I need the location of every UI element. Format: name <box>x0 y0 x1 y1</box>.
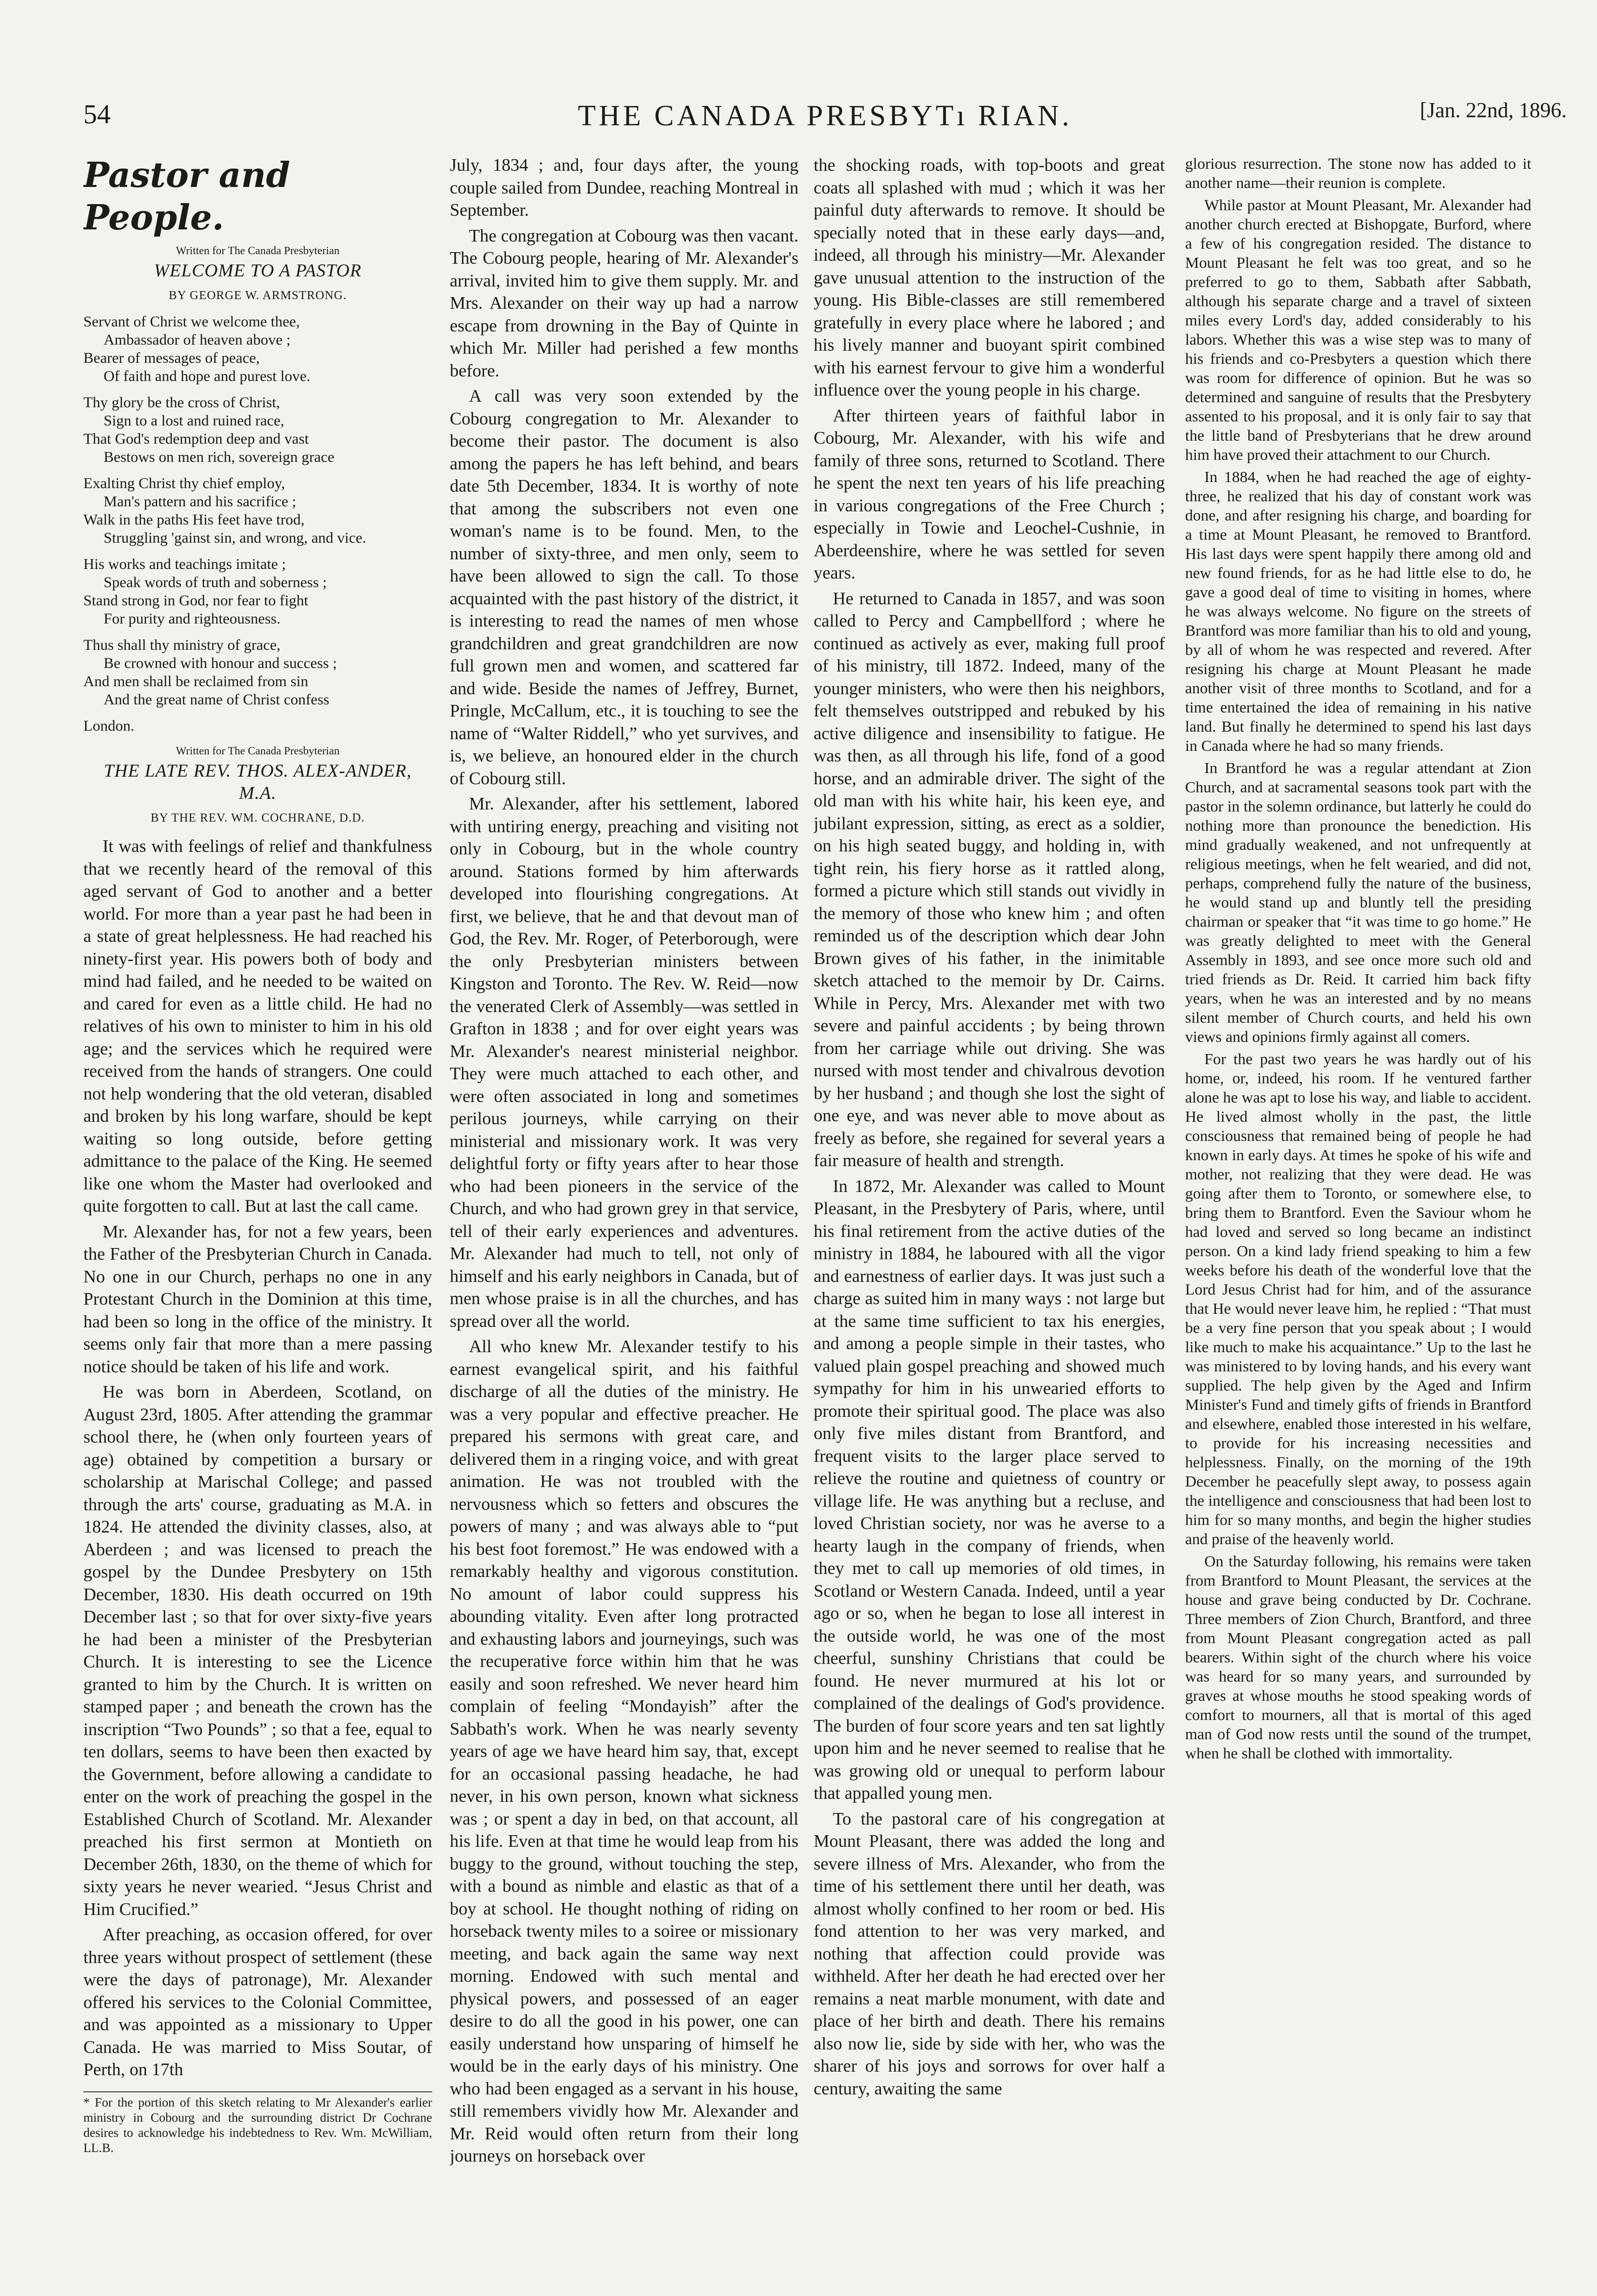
article-paragraph: After preaching, as occasion offered, for over three years without prospect of settlement (these were the days of patronage), Mr. Alexander offered his services to the Colonial Committee, and was appointed as a missionary to Upper Canada. He was married to Miss Soutar, of Perth, on 17th <box>83 1925 432 2079</box>
article-paragraph: Mr. Alexander, after his settlement, labored with untiring energy, preaching and visiting not only in Cobourg, but in the whole country around. Stations formed by him afterwards developed into flourishing congregations. At first, we believe, that he and that devout man of God, the Rev. Mr. Roger, of Peterborough, were the only Presbyterian ministers between Kingston and Toronto. The Rev. W. Reid—now the venerated Clerk of Assembly—was settled in Grafton in 1838 ; and for over eight years was Mr. Alexander's nearest ministerial neighbor. They were much attached to each other, and were often associated in long and sometimes perilous journeys, while carrying on their ministerial and missionary work. It was very delightful forty or fifty years after to hear those who had been pioneers in the service of the Church, and who had grown grey in that service, tell of their early experiences and adventures. Mr. Alexander had much to tell, not only of himself and his early neighbors in Canada, but of men whose praise is in all the churches, and has spread over all the world. <box>450 794 798 1331</box>
poem-credit: Written for The Canada Presbyterian <box>176 244 340 257</box>
article-paragraph: Mr. Alexander has, for not a few years, been the Father of the Presbyterian Church in Canada. No one in our Church, perhaps no one in any Protestant Church in the Dominion at this time, had been so long in the office of the ministry. It seems only fair that more than a mere passing notice should be taken of his life and work. <box>83 1221 432 1376</box>
poem-line: His works and teachings imitate ; <box>83 556 286 572</box>
article-paragraph: the shocking roads, with top-boots and great coats all splashed with mud ; which it was her painful duty afterwards to remove. It should be specially noted that in these early days—and, indeed, all through his ministry—Mr. Alexander gave unusual attention to the instruction of the young. His Bible-classes are still remembered gratefully in every place where he labored ; and his lively manner and buoyant spirit combined with his earnest fervour to give him a wonderful influence over the young people in his charge. <box>814 155 1165 400</box>
poem-line: Thus shall thy ministry of grace, <box>83 637 280 653</box>
poem-place: London. <box>83 718 134 734</box>
article-paragraph: In Brantford he was a regular attendant at Zion Church, and at sacramental seasons took part with the pastor in the solemn ordinance, but latterly he could do nothing more than pronounce the benediction. His mind gradually weakened, and not unfrequently at religious meetings, when he felt wearied, and did not, perhaps, comprehend fully the nature of the business, he would stand up and bluntly tell the presiding chairman or speaker that “it was time to go home.” He was greatly delighted to meet with the General Assembly in 1893, and see once more such old and tried friends as Dr. Reid. It carried him back fifty years, when he was an interested and by no means silent member of Church courts, and held his own views and opinions firmly against all comers. <box>1185 759 1531 1045</box>
article-paragraph: After thirteen years of faithful labor in Cobourg, Mr. Alexander, with his wife and family of three sons, returned to Scotland. There he spent the next ten years of his life preaching in various congregations of the Free Church ; especially in Towie and Leochel-Cushnie, in Aberdeenshire, where he was settled for seven years. <box>814 405 1165 583</box>
article-paragraph: In 1884, when he had reached the age of eighty-three, he realized that his day of constant work was done, and after resigning his charge, and boarding for a time at Mount Pleasant, he removed to Brantford. His last days were spent happily there among old and new found friends, for as he had little else to do, he gave a good deal of time to visiting in homes, where he was always welcome. No figure on the streets of Brantford was more familiar than his to old and young, by all of whom he was respected and revered. After resigning his charge at Mount Pleasant he made another visit of three months to Scotland, and for a time entertained the idea of remaining in his native land. But finally he determined to spend his last days in Canada where he had so many friends. <box>1185 468 1531 754</box>
article-paragraph: The congregation at Cobourg was then vacant. The Cobourg people, hearing of Mr. Alexander's arrival, invited him to give them supply. Mr. and Mrs. Alexander on their way up had a narrow escape from drowning in the Bay of Quinte in which Mr. Miller had perished a few months before. <box>450 225 798 380</box>
column-4 <box>1185 154 1531 2261</box>
article-byline: BY THE REV. WM. COCHRANE, D.D. <box>151 811 365 825</box>
article-paragraph: July, 1834 ; and, four days after, the young couple sailed from Dundee, reaching Montreal in September. <box>450 155 798 220</box>
page-header <box>83 99 1567 139</box>
article-paragraph: He returned to Canada in 1857, and was soon called to Percy and Campbellford ; where he continued as actively as ever, making full proof of his ministry, till 1872. Indeed, many of the younger ministers, who were then his neighbors, felt themselves outstripped and rebuked by his active diligence and insensibility to fatigue. He was then, as all through his life, fond of a good horse, and an admirable driver. The sight of the old man with his white hair, his keen eye, and jubilant expression, sitting, as erect as a soldier, on his high seated buggy, and holding in, with tight rein, his fiery horse as it rattled along, formed a picture which still stands out vividly in the memory of those who knew him ; and often reminded us of the description which dear John Brown gives of his father, in the inimitable sketch attached to the memoir by Dr. Cairns. While in Percy, Mrs. Alexander met with two severe and painful accidents ; by being thrown from her carriage while out driving. She was nursed with most tender and chivalrous devotion by her husband ; and though she lost the sight of one eye, and was never able to move about as freely as before, she regained for several years a fair measure of health and strength. <box>814 588 1165 1170</box>
poem-line: Speak words of truth and soberness ; <box>104 574 327 591</box>
poem-line: For purity and righteousness. <box>104 610 280 627</box>
poem-line: Struggling 'gainst sin, and wrong, and vice. <box>104 530 366 546</box>
masthead-title: THE CANADA PRESBYTı RIAN. <box>578 99 1072 132</box>
column-4-text <box>1185 154 1531 1763</box>
article-credit: Written for The Canada Presbyterian <box>176 744 340 757</box>
poem-line: Be crowned with honour and success ; <box>104 655 337 672</box>
poem-line: Exalting Christ thy chief employ, <box>83 475 285 492</box>
poem-stanza <box>83 555 432 628</box>
poem-line: Man's pattern and his sacrifice ; <box>104 493 297 510</box>
article-paragraph: In 1872, Mr. Alexander was called to Mount Pleasant, in the Presbytery of Paris, where, until his final retirement from the active duties of the ministry in 1884, he laboured with all the vigor and earnestness of earlier days. It was just such a charge as suited him in many ways : not large but at the same time sufficient to tax his energies, and among a people simple in their tastes, who valued plain gospel preaching and showed much sympathy for him in his unwearied efforts to promote their spiritual good. The place was also only five miles distant from Brantford, and frequent visits to the larger place served to relieve the routine and quietness of country or village life. He was anything but a recluse, and loved Christian society, nor was he averse to a hearty laugh in the company of friends, when they met to call up memories of old times, in Scotland or Western Canada. Indeed, until a year ago or so, when he began to lose all interest in the outside world, he was one of the most cheerful, sunshiny Christians that could be found. He never murmured at his lot or complained of the dealings of God's providence. The burden of four score years and ten sat lightly upon him and he never seemed to realise that he was growing old or unequal to perform labour that appalled young men. <box>814 1176 1165 1803</box>
poem-byline: BY GEORGE W. ARMSTRONG. <box>168 289 347 302</box>
column-2-text <box>450 154 798 2168</box>
poem-line: Ambassador of heaven above ; <box>104 331 291 348</box>
article-paragraph: For the past two years he was hardly out of his home, or, indeed, his room. If he ventured farther alone he was apt to lose his way, and liable to accident. He lived almost wholly in the past, the little consciousness that remained being of people he had known in early days. At times he spoke of his wife and mother, not realizing that they were dead. He was going after them to Toronto, or somewhere else, to bring them to Brantford. Even the Saviour whom he had loved and served so long became an indistinct person. On a kind lady friend speaking to him a few weeks before his death of the wonderful love that the Lord Jesus Christ had for him, and of the assurance that He would never leave him, he replied : “That must be a very fine person that you speak about ; I would like much to make his acquaintance.” Up to the last he was ministered to by loving hands, and his every want supplied. The help given by the Aged and Infirm Minister's Fund and timely gifts of friends in Brantford and elsewhere, enabled those interested in his welfare, to provide for his increasing necessities and helplessness. Finally, on the morning of the 19th December he peacefully slept away, to possess again the intelligence and consciousness that had been lost to him for so many months, and begin the higher studies and praise of the heavenly world. <box>1185 1050 1531 1548</box>
poem-line: Thy glory be the cross of Christ, <box>83 394 280 411</box>
poem-line: Bestows on men rich, sovereign grace <box>104 449 335 465</box>
column-1 <box>83 154 432 2261</box>
article-paragraph: While pastor at Mount Pleasant, Mr. Alexander had another church erected at Bishopgate, Burford, where a few of his congregation resided. The distance to Mount Pleasant he felt was too great, and so he preferred to go to them, Sabbath after Sabbath, although his separate charge and a travel of sixteen miles every Lord's day, added considerably to his labors. Whether this was a wise step was to many of his friends and co-Presbyters a question which there was room for difference of opinion. But he was so determined and sanguine of results that the Presbytery assented to his proposal, and it is only fair to say that the little band of Presbyterians that he drew around him have proved their attachment to our Church. <box>1185 196 1531 463</box>
article-paragraph: To the pastoral care of his congregation at Mount Pleasant, there was added the long and severe illness of Mrs. Alexander, who from the time of his settlement there until her death, was almost wholly confined to her room or bed. His fond attention to her was very marked, and nothing that affection could provide was withheld. After her death he had erected over her remains a neat marble monument, with date and place of her birth and death. There his remains also now lie, side by side with her, who was the sharer of his joys and sorrows for over half a century, awaiting the same <box>814 1808 1165 2098</box>
poem-line: And men shall be reclaimed from sin <box>83 673 308 690</box>
column-3-text <box>814 154 1165 2100</box>
poem-stanza <box>83 313 432 386</box>
column-2 <box>450 154 798 2261</box>
poem-line: Servant of Christ we welcome thee, <box>83 313 300 330</box>
article-paragraph: It was with feelings of relief and thankfulness that we recently heard of the removal of this aged servant of God to another and a better world. For more than a year past he had been in a state of great helplessness. He had reached his ninety-first year. His powers both of body and mind had failed, and he needed to be waited on and cared for even as a little child. He had no relatives of his own to minister to him in his old age; and the services which he required were received from the hands of strangers. One could not help wondering that the old veteran, disabled and broken by his long warfare, should be kept waiting so long outside, before getting admittance to the palace of the King. He seemed like one whom the Master had overlooked and quite forgotten to call. But at last the call came. <box>83 836 432 1216</box>
poem-stanza <box>83 474 432 547</box>
article-title: THE LATE REV. THOS. ALEX-ANDER, M.A. <box>104 760 412 803</box>
poem-body <box>83 313 432 709</box>
poem-line: That God's redemption deep and vast <box>83 431 309 447</box>
column-1-text <box>83 835 432 2081</box>
article-paragraph: A call was very soon extended by the Cobourg congregation to Mr. Alexander to become their pastor. The document is also among the papers he has left behind, and bears date 5th December, 1834. It is worthy of note that among the subscribers not even one woman's name is to be found. Men, to the number of sixty-three, and men only, seem to have been allowed to sign the call. To those acquainted with the past history of the district, it is interesting to read the names of men whose grandchildren and great grandchildren are now full grown men and women, and scattered far and wide. Beside the names of Jeffrey, Burnet, Pringle, McCallum, etc., it is touching to see the name of “Walter Riddell,” who yet survives, and is, we believe, an honoured elder in the church of Cobourg still. <box>450 386 798 788</box>
footnote: * For the portion of this sketch relating to Mr Alexander's earlier ministry in Cobourg and the surrounding district Dr Cochrane desires to acknowledge his indebtedness to Rev. Wm. McWilliam, LL.B. <box>83 2091 432 2156</box>
poem-title: WELCOME TO A PASTOR <box>154 260 362 280</box>
article-paragraph: He was born in Aberdeen, Scotland, on August 23rd, 1805. After attending the grammar school there, he (when only fourteen years of age) obtained by competition a bursary or scholarship at Marischal College; and passed through the arts' course, graduating as M.A. in 1824. He attended the divinity classes, also, at Aberdeen ; and was licensed to preach the gospel by the Dundee Presbytery on 15th December, 1830. His death occurred on 19th December last ; so that for over sixty-five years he had been a minister of the Presbyterian Church. It is interesting to see the Licence granted to him by the Church. It is written on stamped paper ; and beneath the crown has the inscription “Two Pounds” ; so that a fee, equal to ten dollars, seems to have been then exacted by the Government, before allowing a candidate to enter on the work of preaching the gospel in the Established Church of Scotland. Mr. Alexander preached his first sermon at Montieth on December 26th, 1830, on the theme of which for sixty years he never wearied. “Jesus Christ and Him Crucified.” <box>83 1382 432 1919</box>
poem-line: Of faith and hope and purest love. <box>104 368 311 385</box>
poem-line: Walk in the paths His feet have trod, <box>83 511 305 528</box>
poem-stanza <box>83 636 432 709</box>
poem-line: Bearer of messages of peace, <box>83 350 260 366</box>
page-number: 54 <box>83 99 111 129</box>
poem-line: And the great name of Christ confess <box>104 691 330 708</box>
article-paragraph: All who knew Mr. Alexander testify to his earnest evangelical spirit, and his faithful discharge of all the duties of the ministry. He was a very popular and effective preacher. He prepared his sermons with great care, and delivered them in a ringing voice, and with great animation. He was not troubled with the nervousness which so fetters and obscures the powers of many ; and was always able to “put his best foot foremost.” He was endowed with a remarkably healthy and vigorous constitution. No amount of labor could suppress his abounding vitality. Even after long protracted and exhausting labors and journeyings, such was the recuperative force within him that he was easily and soon refreshed. We never heard him complain of feeling “Mondayish” after the Sabbath's work. When he was nearly seventy years of age we have heard him say, that, except for an occasional passing headache, he had never, in his own person, known what sickness was ; or spent a day in bed, on that account, all his life. Even at that time he would leap from his buggy to the ground, without touching the step, with a bound as nimble and elastic as that of a boy at school. He thought nothing of riding on horseback twenty miles to a soiree or missionary meeting, and back again the same way next morning. Endowed with such mental and physical powers, and possessed of an eager desire to do all the good in his power, one can easily understand how unsparing of himself he would be in the early days of his ministry. One who had been engaged as a servant in his house, still remembers vividly how Mr. Alexander and Mr. Reid would often return from their long journeys on horseback over <box>450 1336 798 2166</box>
poem-stanza <box>83 394 432 466</box>
section-heading: Pastor and People. <box>83 155 290 238</box>
article-paragraph: On the Saturday following, his remains were taken from Brantford to Mount Pleasant, the services at the house and grave being conducted by Dr. Cochrane. Three members of Zion Church, Brantford, and three from Mount Pleasant congregation acted as pall bearers. Within sight of the church where his voice was heard for so many years, and surrounded by graves at whose mouths he stood speaking words of comfort to mourners, all that is mortal of this aged man of God now rests until the sound of the trumpet, when he shall be clothed with immortality. <box>1185 1552 1531 1762</box>
poem-line: Stand strong in God, nor fear to fight <box>83 592 308 609</box>
issue-date: [Jan. 22nd, 1896. <box>1420 99 1567 122</box>
article-paragraph: glorious resurrection. The stone now has added to it another name—their reunion is complete. <box>1185 155 1531 192</box>
poem-line: Sign to a lost and ruined race, <box>104 412 285 429</box>
column-3 <box>814 154 1165 2261</box>
